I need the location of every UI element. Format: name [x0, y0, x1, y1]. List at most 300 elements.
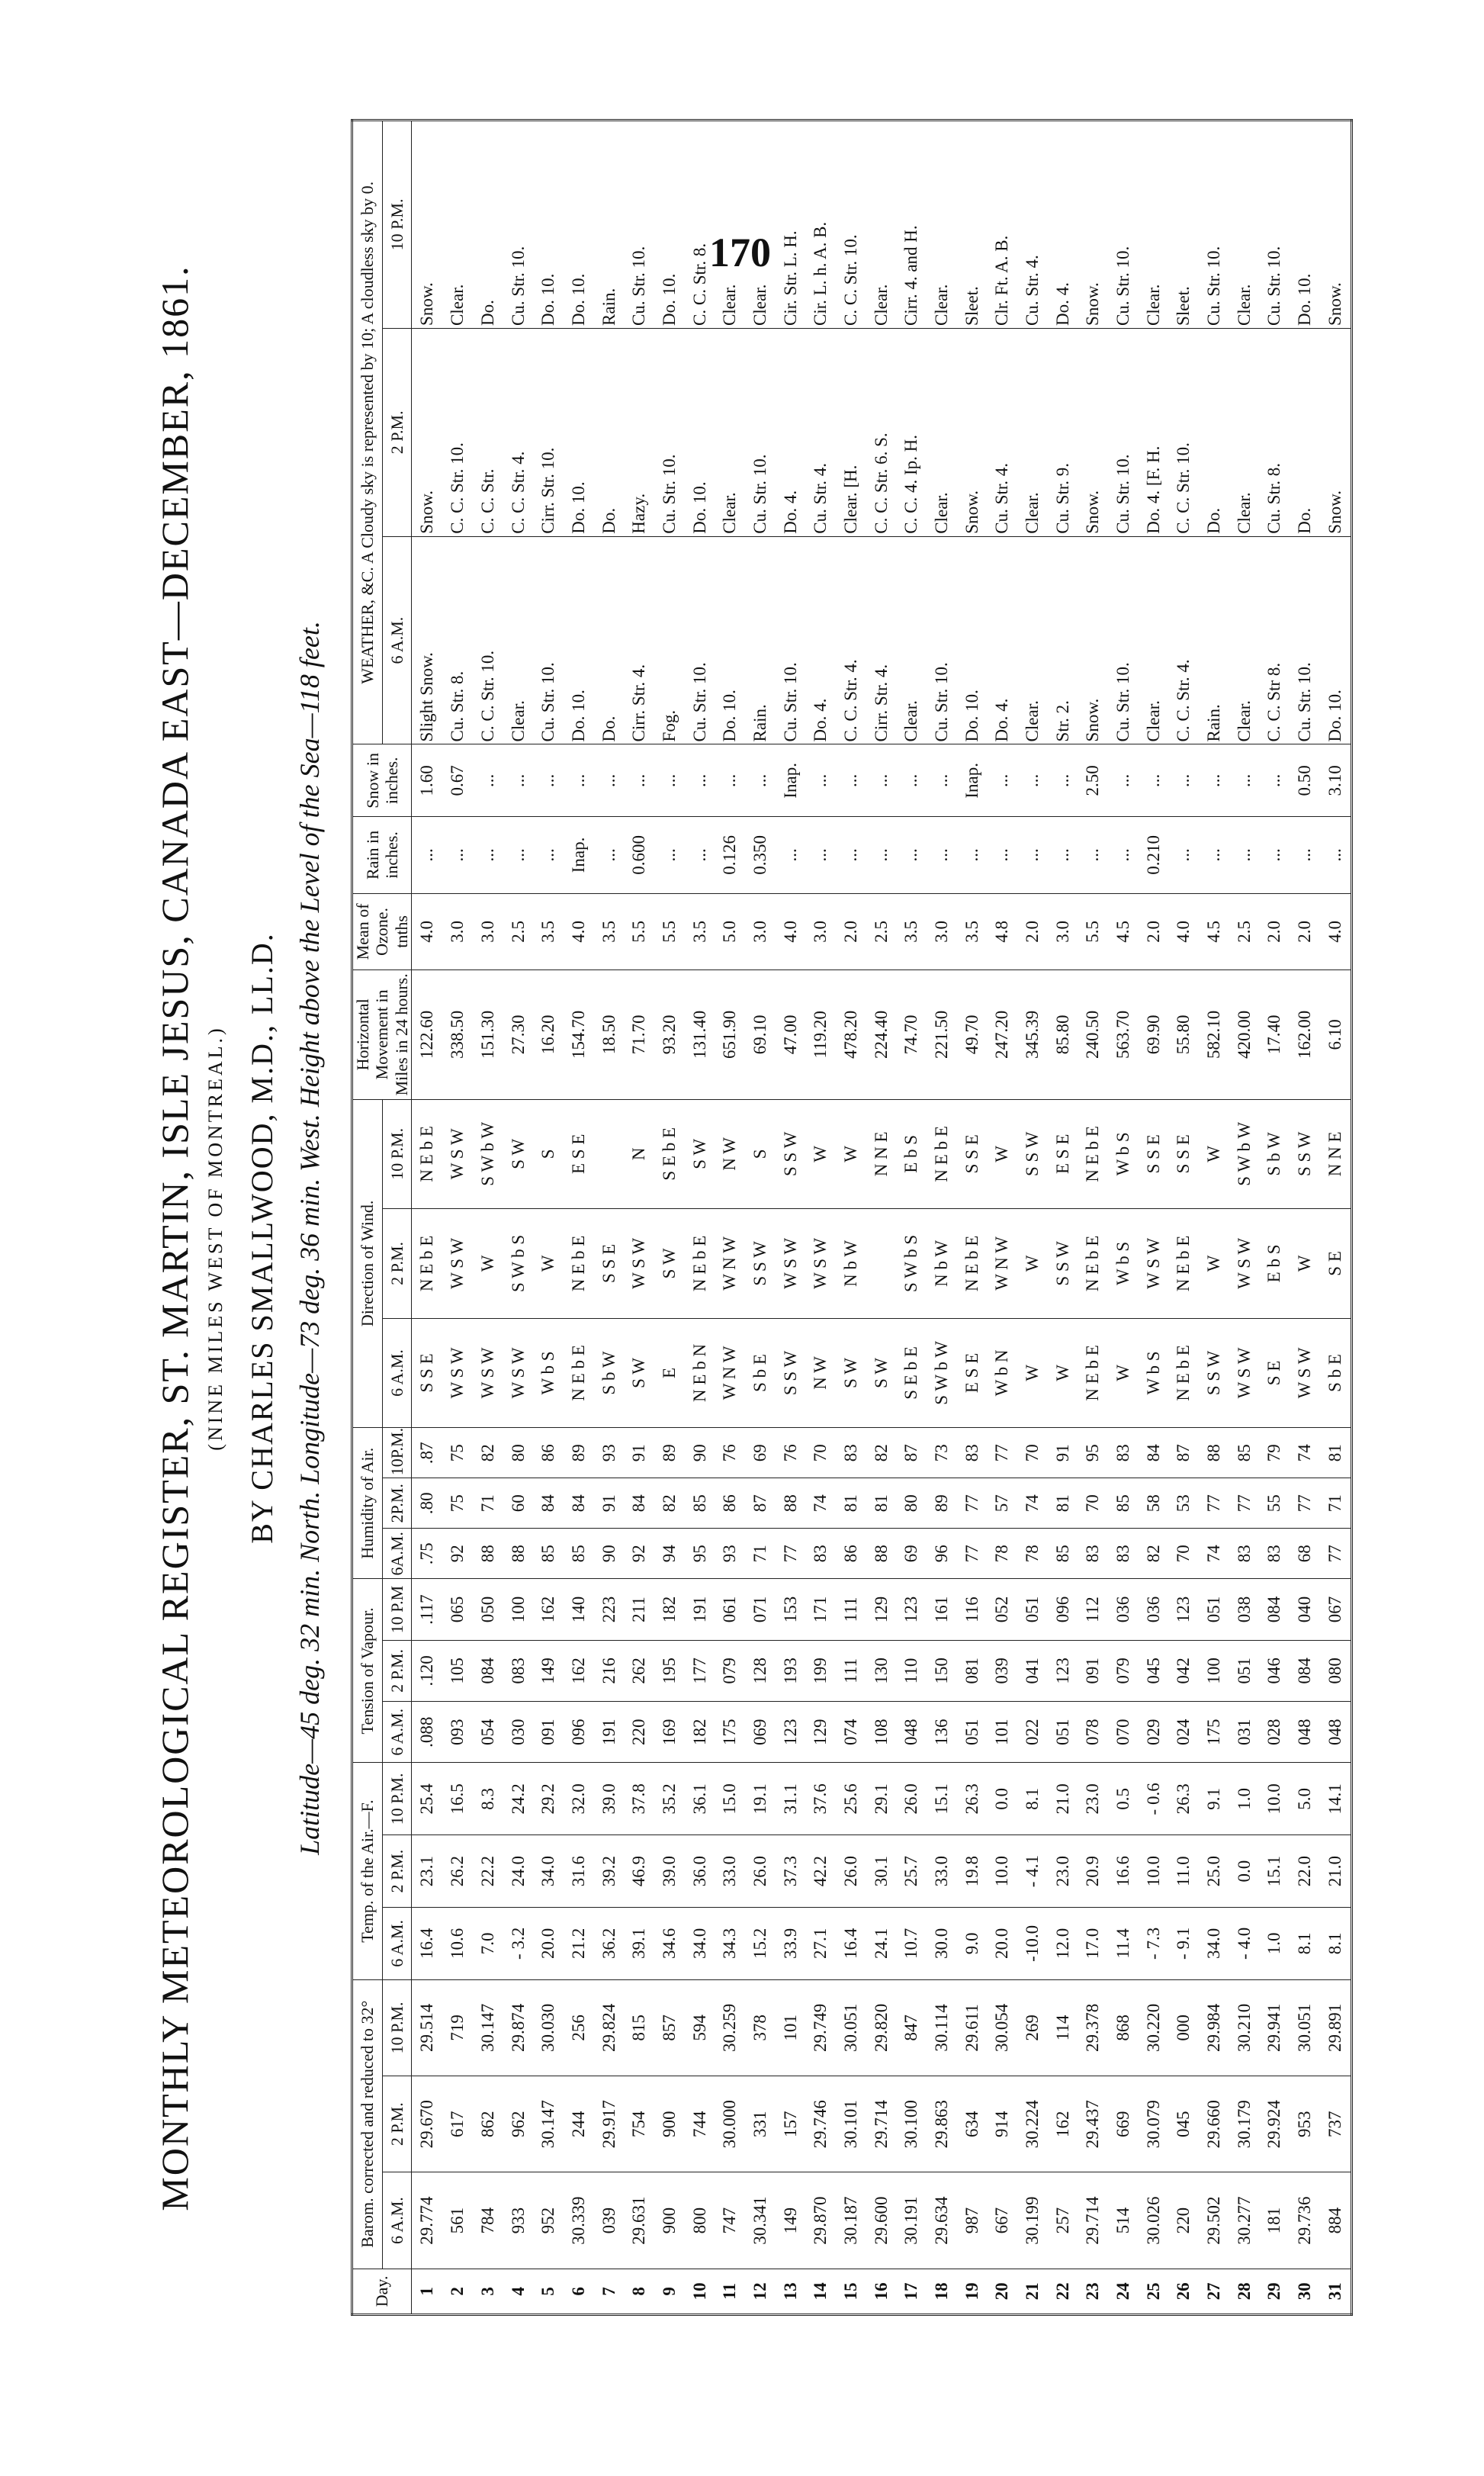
cell-ozone: 2.5 — [866, 893, 896, 969]
cell-weather-10pm: Cu. Str. 10. — [1259, 121, 1290, 329]
cell-snow: ... — [564, 744, 594, 817]
cell-ozone: 4.5 — [1108, 893, 1139, 969]
table-row — [1259, 121, 1290, 2315]
header-row-times — [382, 121, 411, 2315]
cell-movement: 49.70 — [956, 970, 987, 1099]
cell-humidity-2pm: 87 — [745, 1478, 776, 1529]
cell-weather-2pm: Do. — [593, 328, 624, 536]
cell-ozone: 3.5 — [684, 893, 715, 969]
cell-humidity-10pm: 76 — [775, 1428, 805, 1478]
table-row — [987, 121, 1017, 2315]
cell-vapour-2pm: 039 — [987, 1640, 1017, 1701]
cell-barom-2pm: 29.746 — [805, 2076, 836, 2172]
cell-humidity-2pm: 84 — [624, 1478, 654, 1529]
cell-rain: ... — [1290, 817, 1320, 893]
header-weather: WEATHER, &C. A Cloudy sky is represented by 10; A cloudless sky by 0. — [352, 121, 383, 744]
cell-day: 16 — [866, 2269, 896, 2314]
cell-barom-10pm: 30.051 — [1290, 1979, 1320, 2076]
cell-wind-10pm: W S W — [442, 1099, 473, 1209]
cell-wind-2pm: N b W — [836, 1209, 866, 1319]
cell-vapour-6am: 136 — [927, 1702, 957, 1763]
cell-wind-10pm: W — [987, 1099, 1017, 1209]
cell-vapour-10pm: 112 — [1078, 1579, 1108, 1640]
subheader-temp-10pm: 10 P.M. — [382, 1763, 411, 1835]
cell-vapour-10pm: 051 — [1017, 1579, 1048, 1640]
cell-rain: ... — [1319, 817, 1351, 893]
table-row — [1047, 121, 1078, 2315]
cell-wind-6am: S S W — [775, 1318, 805, 1428]
cell-weather-10pm: Clear. — [442, 121, 473, 329]
cell-wind-6am: W b N — [987, 1318, 1017, 1428]
cell-weather-6am: Cu. Str. 8. — [442, 536, 473, 744]
cell-snow: ... — [866, 744, 896, 817]
cell-vapour-10pm: 036 — [1138, 1579, 1168, 1640]
cell-barom-10pm: 30.259 — [715, 1979, 745, 2076]
cell-barom-2pm: 30.079 — [1138, 2076, 1168, 2172]
cell-vapour-2pm: 199 — [805, 1640, 836, 1701]
cell-weather-6am: Clear. — [1229, 536, 1259, 744]
cell-barom-6am: 987 — [956, 2172, 987, 2269]
cell-temp-6am: 39.1 — [624, 1907, 654, 1979]
cell-rain: ... — [927, 817, 957, 893]
cell-ozone: 3.5 — [533, 893, 564, 969]
cell-temp-2pm: 23.0 — [1047, 1835, 1078, 1908]
cell-movement: 221.50 — [927, 970, 957, 1099]
cell-humidity-6am: 90 — [593, 1529, 624, 1579]
cell-temp-2pm: 33.0 — [715, 1835, 745, 1908]
cell-barom-6am: 784 — [473, 2172, 503, 2269]
cell-vapour-6am: .088 — [411, 1702, 442, 1763]
cell-barom-6am: 29.736 — [1290, 2172, 1320, 2269]
cell-rain: ... — [1017, 817, 1048, 893]
table-row — [775, 121, 805, 2315]
cell-weather-10pm: Do. 10. — [533, 121, 564, 329]
cell-wind-10pm — [593, 1099, 624, 1209]
cell-vapour-2pm: 100 — [1199, 1640, 1229, 1701]
cell-wind-2pm: N E b E — [684, 1209, 715, 1319]
subheader-wind-6am: 6 A.M. — [382, 1318, 411, 1428]
cell-temp-2pm: 22.0 — [1290, 1835, 1320, 1908]
cell-humidity-2pm: .80 — [411, 1478, 442, 1529]
cell-temp-6am: 15.2 — [745, 1907, 776, 1979]
cell-rain: ... — [1199, 817, 1229, 893]
cell-wind-6am: S b E — [1319, 1318, 1351, 1428]
cell-rain: 0.126 — [715, 817, 745, 893]
cell-humidity-6am: 86 — [836, 1529, 866, 1579]
cell-weather-6am: Clear. — [503, 536, 533, 744]
cell-barom-10pm: 000 — [1168, 1979, 1199, 2076]
cell-weather-10pm: Snow. — [411, 121, 442, 329]
cell-day: 24 — [1108, 2269, 1139, 2314]
cell-weather-6am: Cu. Str. 10. — [775, 536, 805, 744]
subheader-vapour-6am: 6 A.M. — [382, 1702, 411, 1763]
cell-temp-10pm: 25.4 — [411, 1763, 442, 1835]
cell-day: 4 — [503, 2269, 533, 2314]
cell-vapour-10pm: 111 — [836, 1579, 866, 1640]
cell-vapour-6am: 129 — [805, 1702, 836, 1763]
cell-temp-6am: 20.0 — [533, 1907, 564, 1979]
cell-weather-6am: Do. 4. — [805, 536, 836, 744]
cell-ozone: 3.0 — [927, 893, 957, 969]
cell-weather-10pm: Clear. — [866, 121, 896, 329]
cell-humidity-6am: 92 — [442, 1529, 473, 1579]
cell-temp-10pm: 24.2 — [503, 1763, 533, 1835]
cell-wind-10pm: N N E — [866, 1099, 896, 1209]
subheader-barom-2pm: 2 P.M. — [382, 2076, 411, 2172]
cell-rain: ... — [593, 817, 624, 893]
cell-ozone: 2.0 — [1259, 893, 1290, 969]
cell-temp-6am: 10.7 — [896, 1907, 927, 1979]
cell-humidity-6am: 83 — [1108, 1529, 1139, 1579]
cell-humidity-2pm: 74 — [805, 1478, 836, 1529]
cell-day: 8 — [624, 2269, 654, 2314]
cell-humidity-2pm: 88 — [775, 1478, 805, 1529]
cell-vapour-2pm: 045 — [1138, 1640, 1168, 1701]
cell-snow: 3.10 — [1319, 744, 1351, 817]
cell-humidity-10pm: 80 — [503, 1428, 533, 1478]
cell-barom-2pm: 737 — [1319, 2076, 1351, 2172]
cell-temp-10pm: 15.1 — [927, 1763, 957, 1835]
cell-day: 12 — [745, 2269, 776, 2314]
cell-weather-2pm: C. C. Str. 6. S. — [866, 328, 896, 536]
cell-weather-2pm: Cu. Str. 4. — [987, 328, 1017, 536]
cell-weather-2pm: Clear. — [1229, 328, 1259, 536]
cell-temp-10pm: - 0.6 — [1138, 1763, 1168, 1835]
cell-weather-6am: Do. 10. — [564, 536, 594, 744]
cell-day: 30 — [1290, 2269, 1320, 2314]
cell-weather-6am: Do. 4. — [987, 536, 1017, 744]
cell-weather-2pm: Cu. Str. 9. — [1047, 328, 1078, 536]
cell-barom-2pm: 914 — [987, 2076, 1017, 2172]
cell-wind-6am: W S W — [503, 1318, 533, 1428]
cell-weather-6am: C. C. Str 8. — [1259, 536, 1290, 744]
cell-vapour-2pm: 042 — [1168, 1640, 1199, 1701]
cell-temp-2pm: 42.2 — [805, 1835, 836, 1908]
cell-humidity-10pm: 85 — [1229, 1428, 1259, 1478]
cell-barom-2pm: 754 — [624, 2076, 654, 2172]
register-author: BY CHARLES SMALLWOOD, M.D., LL.D. — [245, 932, 279, 1544]
cell-humidity-2pm: 75 — [442, 1478, 473, 1529]
cell-vapour-2pm: 084 — [1290, 1640, 1320, 1701]
cell-humidity-6am: 88 — [473, 1529, 503, 1579]
cell-ozone: 5.5 — [654, 893, 685, 969]
cell-vapour-6am: 191 — [593, 1702, 624, 1763]
cell-wind-10pm: S S W — [1017, 1099, 1048, 1209]
cell-humidity-6am: 69 — [896, 1529, 927, 1579]
cell-weather-10pm: Rain. — [593, 121, 624, 329]
cell-barom-6am: 30.277 — [1229, 2172, 1259, 2269]
register-subtitle: (NINE MILES WEST OF MONTREAL.) — [204, 1025, 226, 1451]
cell-day: 5 — [533, 2269, 564, 2314]
cell-temp-6am: 21.2 — [564, 1907, 594, 1979]
cell-weather-6am: Clear. — [896, 536, 927, 744]
cell-barom-10pm: 29.514 — [411, 1979, 442, 2076]
cell-movement: 162.00 — [1290, 970, 1320, 1099]
cell-weather-10pm: Do. — [473, 121, 503, 329]
table-row — [684, 121, 715, 2315]
cell-barom-2pm: 744 — [684, 2076, 715, 2172]
cell-rain: ... — [1259, 817, 1290, 893]
cell-barom-2pm: 634 — [956, 2076, 987, 2172]
cell-wind-10pm: S E b E — [654, 1099, 685, 1209]
header-row-groups — [352, 121, 383, 2315]
table-row — [1290, 121, 1320, 2315]
cell-snow: 2.50 — [1078, 744, 1108, 817]
cell-weather-10pm: Cu. Str. 10. — [1108, 121, 1139, 329]
cell-humidity-6am: 78 — [1017, 1529, 1048, 1579]
cell-humidity-10pm: 82 — [473, 1428, 503, 1478]
subheader-barom-10pm: 10 P.M. — [382, 1979, 411, 2076]
cell-barom-10pm: 30.210 — [1229, 1979, 1259, 2076]
cell-wind-6am: S E b E — [896, 1318, 927, 1428]
cell-temp-6am: 7.0 — [473, 1907, 503, 1979]
cell-vapour-2pm: 079 — [715, 1640, 745, 1701]
cell-movement: 71.70 — [624, 970, 654, 1099]
cell-weather-6am: Cu. Str. 10. — [533, 536, 564, 744]
cell-temp-2pm: 46.9 — [624, 1835, 654, 1908]
cell-barom-6am: 257 — [1047, 2172, 1078, 2269]
cell-wind-6am: W S W — [442, 1318, 473, 1428]
cell-barom-2pm: 244 — [564, 2076, 594, 2172]
cell-barom-10pm: 29.891 — [1319, 1979, 1351, 2076]
cell-wind-6am: S W b W — [927, 1318, 957, 1428]
cell-wind-2pm: W S W — [1229, 1209, 1259, 1319]
cell-humidity-10pm: 73 — [927, 1428, 957, 1478]
cell-barom-6am: 29.634 — [927, 2172, 957, 2269]
cell-wind-10pm: S b W — [1259, 1099, 1290, 1209]
cell-humidity-2pm: 55 — [1259, 1478, 1290, 1529]
cell-humidity-6am: 85 — [1047, 1529, 1078, 1579]
cell-barom-2pm: 30.147 — [533, 2076, 564, 2172]
cell-day: 13 — [775, 2269, 805, 2314]
table-row — [442, 121, 473, 2315]
cell-day: 17 — [896, 2269, 927, 2314]
cell-barom-2pm: 30.179 — [1229, 2076, 1259, 2172]
cell-day: 29 — [1259, 2269, 1290, 2314]
cell-rain: ... — [775, 817, 805, 893]
cell-ozone: 3.5 — [593, 893, 624, 969]
cell-weather-6am: Cu. Str. 10. — [684, 536, 715, 744]
cell-ozone: 2.0 — [836, 893, 866, 969]
cell-temp-10pm: 0.5 — [1108, 1763, 1139, 1835]
cell-barom-6am: 884 — [1319, 2172, 1351, 2269]
cell-weather-6am: Clear. — [1017, 536, 1048, 744]
cell-rain: ... — [836, 817, 866, 893]
cell-wind-6am: S b W — [593, 1318, 624, 1428]
cell-vapour-2pm: 162 — [564, 1640, 594, 1701]
cell-rain: ... — [866, 817, 896, 893]
cell-vapour-6am: 069 — [745, 1702, 776, 1763]
cell-humidity-6am: 82 — [1138, 1529, 1168, 1579]
cell-snow: ... — [896, 744, 927, 817]
cell-ozone: 2.0 — [1138, 893, 1168, 969]
cell-barom-10pm: 30.114 — [927, 1979, 957, 2076]
cell-movement: 420.00 — [1229, 970, 1259, 1099]
cell-humidity-10pm: 90 — [684, 1428, 715, 1478]
cell-temp-10pm: 1.0 — [1229, 1763, 1259, 1835]
cell-vapour-10pm: 161 — [927, 1579, 957, 1640]
subheader-barom-6am: 6 A.M. — [382, 2172, 411, 2269]
cell-temp-10pm: 15.0 — [715, 1763, 745, 1835]
cell-vapour-10pm: 123 — [896, 1579, 927, 1640]
cell-weather-2pm: Cu. Str. 10. — [1108, 328, 1139, 536]
cell-wind-10pm: N E b E — [1078, 1099, 1108, 1209]
cell-movement: 240.50 — [1078, 970, 1108, 1099]
cell-ozone: 2.5 — [1229, 893, 1259, 969]
cell-day: 27 — [1199, 2269, 1229, 2314]
cell-barom-10pm: 256 — [564, 1979, 594, 2076]
cell-vapour-10pm: 061 — [715, 1579, 745, 1640]
cell-day: 25 — [1138, 2269, 1168, 2314]
cell-wind-10pm: N W — [715, 1099, 745, 1209]
cell-humidity-2pm: 60 — [503, 1478, 533, 1529]
cell-barom-6am: 800 — [684, 2172, 715, 2269]
table-row — [805, 121, 836, 2315]
subheader-temp-2pm: 2 P.M. — [382, 1835, 411, 1908]
register-body — [411, 121, 1351, 2315]
cell-humidity-2pm: 91 — [593, 1478, 624, 1529]
cell-humidity-6am: 85 — [533, 1529, 564, 1579]
cell-vapour-10pm: 096 — [1047, 1579, 1078, 1640]
cell-barom-2pm: 953 — [1290, 2076, 1320, 2172]
cell-humidity-10pm: 87 — [896, 1428, 927, 1478]
cell-wind-10pm: S W b W — [1229, 1099, 1259, 1209]
cell-movement: 85.80 — [1047, 970, 1078, 1099]
cell-barom-10pm: 30.054 — [987, 1979, 1017, 2076]
cell-ozone: 4.8 — [987, 893, 1017, 969]
cell-wind-2pm: S W b S — [896, 1209, 927, 1319]
cell-vapour-6am: 074 — [836, 1702, 866, 1763]
cell-day: 9 — [654, 2269, 685, 2314]
cell-day: 23 — [1078, 2269, 1108, 2314]
cell-vapour-6am: 031 — [1229, 1702, 1259, 1763]
cell-wind-10pm: S — [533, 1099, 564, 1209]
cell-vapour-10pm: 129 — [866, 1579, 896, 1640]
cell-day: 11 — [715, 2269, 745, 2314]
table-row — [1108, 121, 1139, 2315]
table-row — [503, 121, 533, 2315]
cell-humidity-2pm: 89 — [927, 1478, 957, 1529]
header-vapour: Tension of Vapour. — [352, 1579, 383, 1763]
cell-vapour-6am: 123 — [775, 1702, 805, 1763]
cell-temp-6am: - 7.3 — [1138, 1907, 1168, 1979]
cell-snow: ... — [1199, 744, 1229, 817]
cell-wind-6am: N E b E — [1078, 1318, 1108, 1428]
cell-weather-6am: Do. — [593, 536, 624, 744]
cell-vapour-6am: 093 — [442, 1702, 473, 1763]
cell-weather-6am: Do. 10. — [715, 536, 745, 744]
cell-vapour-2pm: 081 — [956, 1640, 987, 1701]
cell-vapour-2pm: 216 — [593, 1640, 624, 1701]
cell-barom-6am: 30.191 — [896, 2172, 927, 2269]
cell-vapour-2pm: 110 — [896, 1640, 927, 1701]
cell-vapour-2pm: 051 — [1229, 1640, 1259, 1701]
cell-temp-2pm: 21.0 — [1319, 1835, 1351, 1908]
cell-weather-6am: Cirr. Str. 4. — [866, 536, 896, 744]
cell-wind-6am: N E b E — [1168, 1318, 1199, 1428]
cell-vapour-10pm: 071 — [745, 1579, 776, 1640]
cell-humidity-2pm: 70 — [1078, 1478, 1108, 1529]
cell-temp-2pm: 23.1 — [411, 1835, 442, 1908]
cell-temp-2pm: 22.2 — [473, 1835, 503, 1908]
cell-snow: ... — [624, 744, 654, 817]
cell-rain: ... — [1078, 817, 1108, 893]
cell-humidity-2pm: 71 — [473, 1478, 503, 1529]
cell-vapour-10pm: 162 — [533, 1579, 564, 1640]
cell-weather-2pm: Do. 10. — [564, 328, 594, 536]
table-row — [1017, 121, 1048, 2315]
subheader-wind-10pm: 10 P.M. — [382, 1099, 411, 1209]
cell-vapour-10pm: 171 — [805, 1579, 836, 1640]
cell-humidity-10pm: 75 — [442, 1428, 473, 1478]
cell-snow: 0.50 — [1290, 744, 1320, 817]
cell-weather-2pm: Cu. Str. 8. — [1259, 328, 1290, 536]
cell-temp-2pm: 19.8 — [956, 1835, 987, 1908]
cell-wind-2pm: E b S — [1259, 1209, 1290, 1319]
cell-humidity-6am: 83 — [1078, 1529, 1108, 1579]
cell-vapour-10pm: 123 — [1168, 1579, 1199, 1640]
cell-vapour-10pm: 040 — [1290, 1579, 1320, 1640]
table-row — [956, 121, 987, 2315]
cell-vapour-10pm: 140 — [564, 1579, 594, 1640]
cell-snow: ... — [805, 744, 836, 817]
cell-weather-10pm: Sleet. — [1168, 121, 1199, 329]
cell-vapour-2pm: 111 — [836, 1640, 866, 1701]
cell-vapour-6am: 051 — [956, 1702, 987, 1763]
cell-temp-6am: 16.4 — [836, 1907, 866, 1979]
cell-weather-2pm: Snow. — [411, 328, 442, 536]
cell-humidity-6am: 83 — [1259, 1529, 1290, 1579]
cell-wind-6am: S E — [1259, 1318, 1290, 1428]
cell-wind-2pm: N E b E — [1078, 1209, 1108, 1319]
cell-humidity-10pm: 89 — [564, 1428, 594, 1478]
cell-wind-2pm: N b W — [927, 1209, 957, 1319]
cell-barom-10pm: 29.941 — [1259, 1979, 1290, 2076]
cell-weather-10pm: Cu. Str. 10. — [624, 121, 654, 329]
cell-vapour-2pm: 150 — [927, 1640, 957, 1701]
cell-humidity-10pm: 74 — [1290, 1428, 1320, 1478]
cell-rain: ... — [503, 817, 533, 893]
cell-weather-10pm: Do. 10. — [564, 121, 594, 329]
cell-vapour-6am: 169 — [654, 1702, 685, 1763]
cell-temp-10pm: 26.3 — [1168, 1763, 1199, 1835]
cell-temp-2pm: 16.6 — [1108, 1835, 1139, 1908]
cell-movement: 74.70 — [896, 970, 927, 1099]
cell-weather-6am: Str. 2. — [1047, 536, 1078, 744]
table-row — [593, 121, 624, 2315]
cell-snow: ... — [533, 744, 564, 817]
cell-temp-10pm: 37.6 — [805, 1763, 836, 1835]
subheader-temp-6am: 6 A.M. — [382, 1907, 411, 1979]
cell-vapour-2pm: 195 — [654, 1640, 685, 1701]
subheader-vapour-10pm: 10 P.M — [382, 1579, 411, 1640]
cell-barom-6am: 30.341 — [745, 2172, 776, 2269]
cell-wind-2pm: W S W — [624, 1209, 654, 1319]
cell-barom-10pm: 29.749 — [805, 1979, 836, 2076]
cell-vapour-2pm: .120 — [411, 1640, 442, 1701]
cell-humidity-6am: 93 — [715, 1529, 745, 1579]
cell-wind-6am: S W — [866, 1318, 896, 1428]
cell-wind-10pm: S W b W — [473, 1099, 503, 1209]
cell-barom-10pm: 30.030 — [533, 1979, 564, 2076]
table-row — [473, 121, 503, 2315]
cell-vapour-6am: 022 — [1017, 1702, 1048, 1763]
cell-wind-2pm: W — [473, 1209, 503, 1319]
cell-temp-6am: 10.6 — [442, 1907, 473, 1979]
cell-weather-2pm: Hazy. — [624, 328, 654, 536]
cell-vapour-6am: 054 — [473, 1702, 503, 1763]
subheader-weather-6am: 6 A.M. — [382, 536, 411, 744]
